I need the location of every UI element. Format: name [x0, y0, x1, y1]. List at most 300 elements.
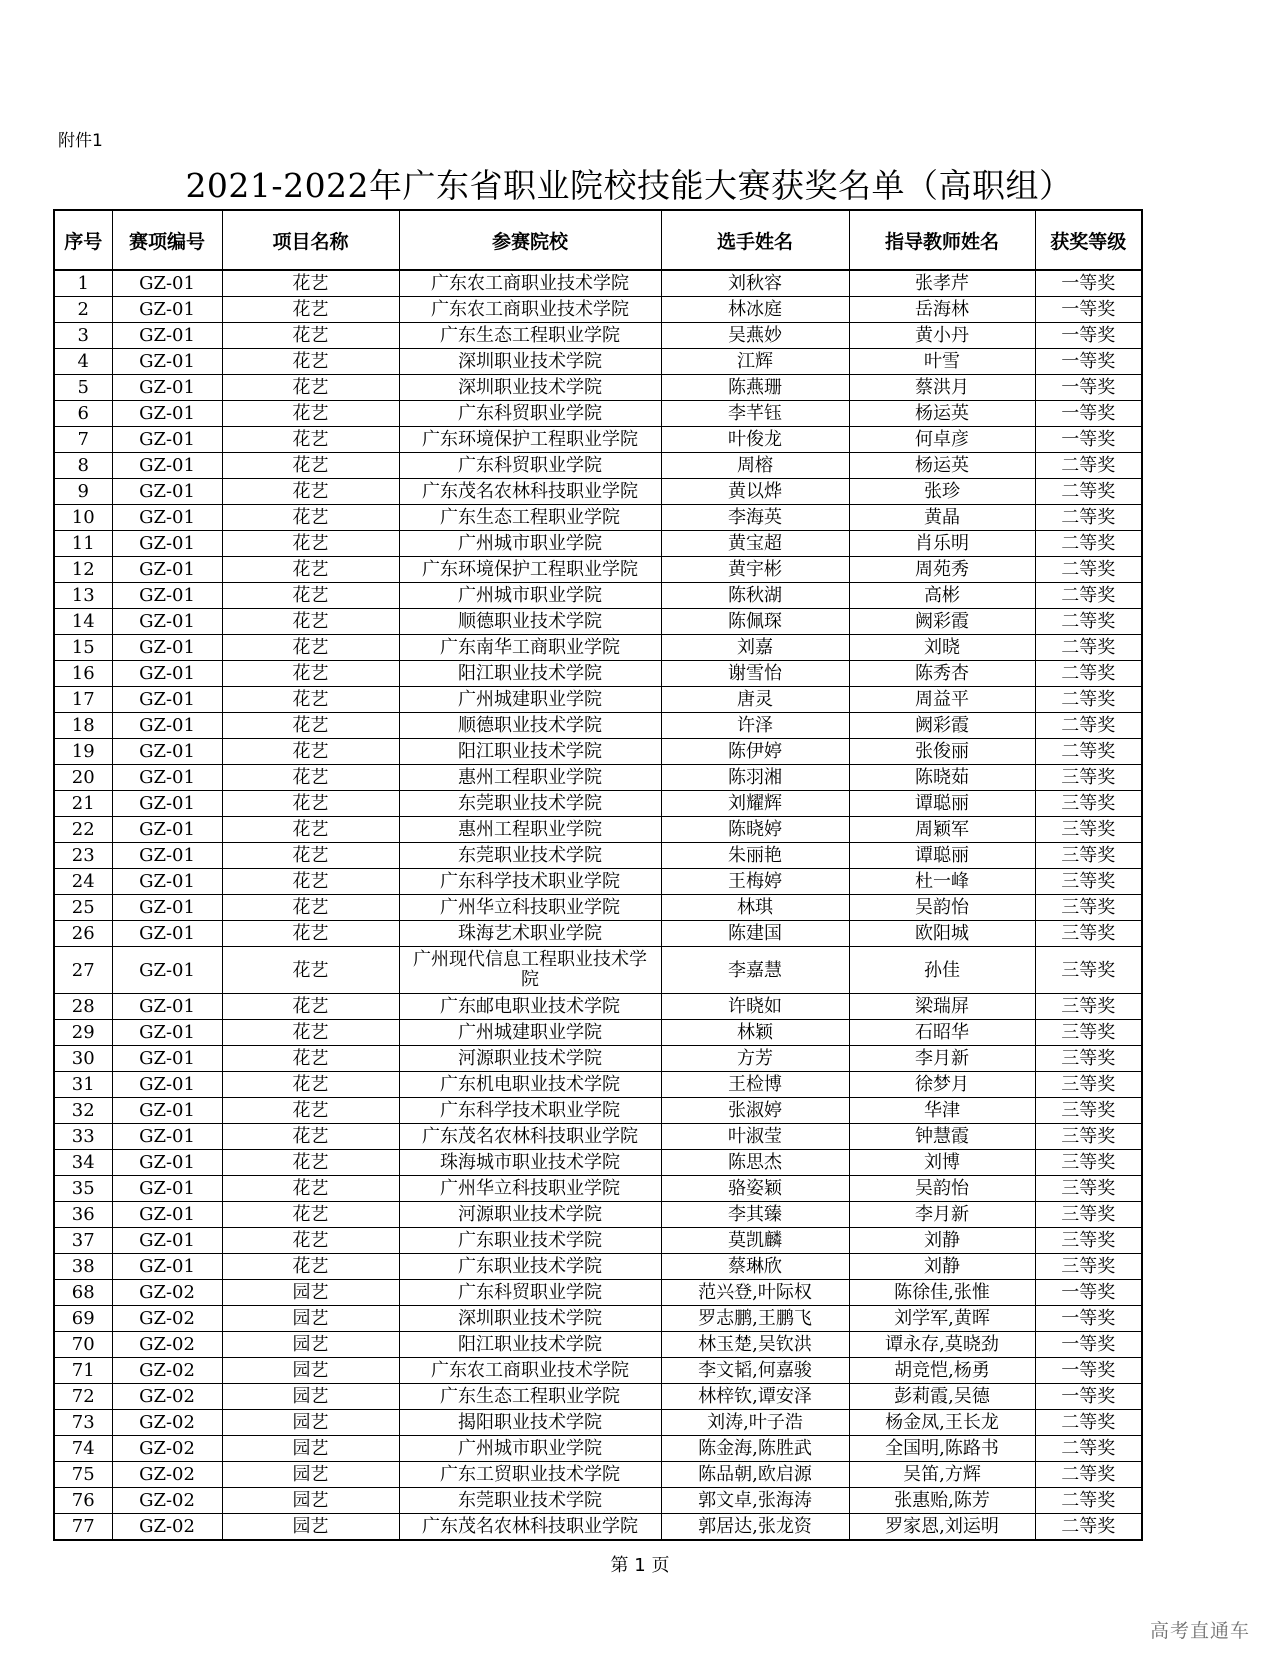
cell-contestant: 陈伊婷: [661, 739, 849, 765]
cell-index: 17: [54, 687, 112, 713]
cell-school: 深圳职业技术学院: [399, 375, 661, 401]
table-body: [54, 270, 1142, 1540]
cell-teacher: 周苑秀: [849, 557, 1035, 583]
cell-school: 广东茂名农林科技职业学院: [399, 1514, 661, 1541]
cell-contestant: 郭居达,张龙资: [661, 1514, 849, 1541]
cell-index: 37: [54, 1228, 112, 1254]
cell-award: 二等奖: [1035, 635, 1142, 661]
cell-teacher: 周颖军: [849, 817, 1035, 843]
cell-contestant: 骆姿颖: [661, 1176, 849, 1202]
cell-index: 76: [54, 1488, 112, 1514]
cell-contestant: 林颖: [661, 1020, 849, 1046]
attachment-label: 附件1: [58, 131, 103, 151]
cell-teacher: 陈晓茹: [849, 765, 1035, 791]
page-title: 2021-2022年广东省职业院校技能大赛获奖名单（高职组）: [185, 166, 1073, 205]
cell-event-code: GZ-02: [112, 1410, 222, 1436]
cell-award: 一等奖: [1035, 297, 1142, 323]
cell-award: 二等奖: [1035, 505, 1142, 531]
cell-index: 24: [54, 869, 112, 895]
cell-project: 花艺: [222, 994, 399, 1020]
cell-school: 广州城建职业学院: [399, 1020, 661, 1046]
cell-project: 花艺: [222, 1046, 399, 1072]
cell-project: 花艺: [222, 270, 399, 297]
awards-table: [53, 209, 1143, 1541]
cell-event-code: GZ-02: [112, 1462, 222, 1488]
cell-teacher: 肖乐明: [849, 531, 1035, 557]
cell-award: 二等奖: [1035, 1514, 1142, 1541]
cell-teacher: 吴笛,方辉: [849, 1462, 1035, 1488]
cell-index: 11: [54, 531, 112, 557]
cell-award: 二等奖: [1035, 713, 1142, 739]
cell-event-code: GZ-01: [112, 635, 222, 661]
cell-index: 75: [54, 1462, 112, 1488]
cell-teacher: 罗家恩,刘运明: [849, 1514, 1035, 1541]
cell-project: 花艺: [222, 687, 399, 713]
cell-school: 广东科学技术职业学院: [399, 869, 661, 895]
cell-index: 73: [54, 1410, 112, 1436]
cell-index: 15: [54, 635, 112, 661]
cell-event-code: GZ-01: [112, 817, 222, 843]
cell-contestant: 陈品朝,欧启源: [661, 1462, 849, 1488]
cell-index: 35: [54, 1176, 112, 1202]
cell-award: 三等奖: [1035, 1020, 1142, 1046]
cell-index: 7: [54, 427, 112, 453]
cell-contestant: 李海英: [661, 505, 849, 531]
cell-contestant: 许泽: [661, 713, 849, 739]
cell-school: 阳江职业技术学院: [399, 1332, 661, 1358]
table-row: [54, 375, 1142, 401]
cell-event-code: GZ-01: [112, 713, 222, 739]
cell-contestant: 莫凯麟: [661, 1228, 849, 1254]
cell-project: 园艺: [222, 1514, 399, 1541]
cell-contestant: 范兴登,叶际权: [661, 1280, 849, 1306]
cell-event-code: GZ-01: [112, 869, 222, 895]
cell-school: 广东科贸职业学院: [399, 1280, 661, 1306]
cell-event-code: GZ-01: [112, 270, 222, 297]
cell-contestant: 林琪: [661, 895, 849, 921]
cell-index: 21: [54, 791, 112, 817]
cell-school: 广东南华工商职业学院: [399, 635, 661, 661]
cell-index: 30: [54, 1046, 112, 1072]
cell-event-code: GZ-01: [112, 765, 222, 791]
cell-contestant: 叶俊龙: [661, 427, 849, 453]
cell-award: 二等奖: [1035, 1488, 1142, 1514]
cell-award: 一等奖: [1035, 1358, 1142, 1384]
cell-teacher: 高彬: [849, 583, 1035, 609]
cell-index: 18: [54, 713, 112, 739]
cell-event-code: GZ-01: [112, 1098, 222, 1124]
cell-teacher: 李月新: [849, 1046, 1035, 1072]
cell-teacher: 刘晓: [849, 635, 1035, 661]
table-row: [54, 557, 1142, 583]
cell-school: 广州华立科技职业学院: [399, 895, 661, 921]
cell-project: 花艺: [222, 609, 399, 635]
cell-index: 36: [54, 1202, 112, 1228]
cell-project: 花艺: [222, 479, 399, 505]
cell-school: 广州城市职业学院: [399, 531, 661, 557]
cell-index: 16: [54, 661, 112, 687]
cell-event-code: GZ-02: [112, 1488, 222, 1514]
cell-project: 花艺: [222, 583, 399, 609]
cell-contestant: 陈思杰: [661, 1150, 849, 1176]
table-row: [54, 479, 1142, 505]
cell-index: 19: [54, 739, 112, 765]
cell-school: 广东茂名农林科技职业学院: [399, 479, 661, 505]
cell-contestant: 陈佩琛: [661, 609, 849, 635]
cell-award: 三等奖: [1035, 1150, 1142, 1176]
cell-school: 东莞职业技术学院: [399, 791, 661, 817]
col-header-award: 获奖等级: [1035, 210, 1142, 270]
cell-teacher: 谭永存,莫晓劲: [849, 1332, 1035, 1358]
table-row: [54, 1514, 1142, 1541]
cell-contestant: 王梅婷: [661, 869, 849, 895]
cell-teacher: 谭聪丽: [849, 791, 1035, 817]
col-header-teacher: 指导教师姓名: [849, 210, 1035, 270]
cell-contestant: 李嘉慧: [661, 947, 849, 994]
table-row: [54, 270, 1142, 297]
cell-event-code: GZ-02: [112, 1514, 222, 1541]
table-row: [54, 994, 1142, 1020]
cell-school: 广东生态工程职业学院: [399, 323, 661, 349]
cell-project: 花艺: [222, 635, 399, 661]
cell-index: 13: [54, 583, 112, 609]
cell-school: 广东科贸职业学院: [399, 401, 661, 427]
cell-teacher: 谭聪丽: [849, 843, 1035, 869]
cell-award: 三等奖: [1035, 817, 1142, 843]
cell-project: 花艺: [222, 791, 399, 817]
cell-teacher: 孙佳: [849, 947, 1035, 994]
cell-contestant: 李文韬,何嘉骏: [661, 1358, 849, 1384]
cell-contestant: 陈晓婷: [661, 817, 849, 843]
cell-teacher: 阙彩霞: [849, 713, 1035, 739]
cell-teacher: 梁瑞屏: [849, 994, 1035, 1020]
cell-index: 33: [54, 1124, 112, 1150]
cell-project: 花艺: [222, 557, 399, 583]
cell-contestant: 刘秋容: [661, 270, 849, 297]
cell-school: 广东工贸职业技术学院: [399, 1462, 661, 1488]
table-row: [54, 1358, 1142, 1384]
cell-school: 河源职业技术学院: [399, 1202, 661, 1228]
cell-award: 三等奖: [1035, 921, 1142, 947]
cell-event-code: GZ-01: [112, 1176, 222, 1202]
cell-project: 花艺: [222, 661, 399, 687]
cell-project: 花艺: [222, 375, 399, 401]
cell-teacher: 钟慧霞: [849, 1124, 1035, 1150]
cell-event-code: GZ-02: [112, 1384, 222, 1410]
cell-award: 二等奖: [1035, 1462, 1142, 1488]
cell-teacher: 陈徐佳,张惟: [849, 1280, 1035, 1306]
col-header-index: 序号: [54, 210, 112, 270]
cell-event-code: GZ-02: [112, 1436, 222, 1462]
cell-school: 广东生态工程职业学院: [399, 1384, 661, 1410]
table-row: [54, 1098, 1142, 1124]
table-row: [54, 1228, 1142, 1254]
cell-award: 三等奖: [1035, 895, 1142, 921]
cell-teacher: 张俊丽: [849, 739, 1035, 765]
table-row: [54, 791, 1142, 817]
cell-school: 阳江职业技术学院: [399, 739, 661, 765]
cell-school: 顺德职业技术学院: [399, 609, 661, 635]
cell-event-code: GZ-01: [112, 609, 222, 635]
cell-index: 68: [54, 1280, 112, 1306]
table-row: [54, 1254, 1142, 1280]
cell-teacher: 杨金凤,王长龙: [849, 1410, 1035, 1436]
cell-award: 三等奖: [1035, 994, 1142, 1020]
cell-event-code: GZ-01: [112, 349, 222, 375]
cell-project: 花艺: [222, 427, 399, 453]
cell-event-code: GZ-01: [112, 739, 222, 765]
cell-teacher: 杜一峰: [849, 869, 1035, 895]
cell-index: 5: [54, 375, 112, 401]
cell-project: 花艺: [222, 817, 399, 843]
cell-contestant: 江辉: [661, 349, 849, 375]
cell-event-code: GZ-01: [112, 505, 222, 531]
cell-teacher: 岳海林: [849, 297, 1035, 323]
table-row: [54, 1306, 1142, 1332]
cell-award: 三等奖: [1035, 765, 1142, 791]
cell-event-code: GZ-02: [112, 1280, 222, 1306]
cell-school: 东莞职业技术学院: [399, 843, 661, 869]
cell-teacher: 黄晶: [849, 505, 1035, 531]
cell-award: 二等奖: [1035, 661, 1142, 687]
table-row: [54, 1280, 1142, 1306]
cell-school: 广东科学技术职业学院: [399, 1098, 661, 1124]
cell-teacher: 吴韵怡: [849, 895, 1035, 921]
cell-school: 广东生态工程职业学院: [399, 505, 661, 531]
cell-event-code: GZ-01: [112, 375, 222, 401]
cell-event-code: GZ-01: [112, 531, 222, 557]
cell-school: 东莞职业技术学院: [399, 1488, 661, 1514]
cell-project: 花艺: [222, 453, 399, 479]
cell-teacher: 欧阳城: [849, 921, 1035, 947]
cell-index: 23: [54, 843, 112, 869]
table-row: [54, 453, 1142, 479]
cell-school: 广东职业技术学院: [399, 1254, 661, 1280]
cell-award: 三等奖: [1035, 1254, 1142, 1280]
cell-teacher: 蔡洪月: [849, 375, 1035, 401]
cell-contestant: 黄以烨: [661, 479, 849, 505]
cell-school: 广东科贸职业学院: [399, 453, 661, 479]
cell-index: 6: [54, 401, 112, 427]
cell-project: 花艺: [222, 1202, 399, 1228]
table-row: [54, 635, 1142, 661]
cell-project: 花艺: [222, 505, 399, 531]
cell-index: 20: [54, 765, 112, 791]
cell-contestant: 刘耀辉: [661, 791, 849, 817]
cell-award: 三等奖: [1035, 1124, 1142, 1150]
cell-project: 花艺: [222, 1124, 399, 1150]
cell-index: 22: [54, 817, 112, 843]
cell-project: 花艺: [222, 843, 399, 869]
col-header-contestant: 选手姓名: [661, 210, 849, 270]
cell-event-code: GZ-01: [112, 1202, 222, 1228]
cell-contestant: 方芳: [661, 1046, 849, 1072]
cell-award: 二等奖: [1035, 1410, 1142, 1436]
cell-event-code: GZ-01: [112, 479, 222, 505]
cell-teacher: 刘静: [849, 1228, 1035, 1254]
cell-teacher: 阙彩霞: [849, 609, 1035, 635]
cell-school: 广东茂名农林科技职业学院: [399, 1124, 661, 1150]
cell-project: 花艺: [222, 895, 399, 921]
cell-contestant: 陈秋湖: [661, 583, 849, 609]
cell-teacher: 张孝芹: [849, 270, 1035, 297]
cell-event-code: GZ-01: [112, 1124, 222, 1150]
cell-event-code: GZ-01: [112, 687, 222, 713]
cell-index: 69: [54, 1306, 112, 1332]
cell-project: 园艺: [222, 1410, 399, 1436]
col-header-project: 项目名称: [222, 210, 399, 270]
cell-event-code: GZ-01: [112, 401, 222, 427]
cell-index: 70: [54, 1332, 112, 1358]
cell-contestant: 黄宇彬: [661, 557, 849, 583]
cell-project: 花艺: [222, 401, 399, 427]
cell-school: 广东机电职业技术学院: [399, 1072, 661, 1098]
cell-event-code: GZ-01: [112, 323, 222, 349]
cell-event-code: GZ-01: [112, 1254, 222, 1280]
cell-teacher: 刘学军,黄晖: [849, 1306, 1035, 1332]
table-row: [54, 401, 1142, 427]
cell-teacher: 周益平: [849, 687, 1035, 713]
cell-award: 一等奖: [1035, 1280, 1142, 1306]
table-row: [54, 713, 1142, 739]
cell-contestant: 陈建国: [661, 921, 849, 947]
cell-contestant: 郭文卓,张海涛: [661, 1488, 849, 1514]
table-row: [54, 843, 1142, 869]
cell-contestant: 陈羽湘: [661, 765, 849, 791]
table-row: [54, 869, 1142, 895]
cell-index: 12: [54, 557, 112, 583]
cell-index: 9: [54, 479, 112, 505]
cell-contestant: 周榕: [661, 453, 849, 479]
cell-project: 花艺: [222, 947, 399, 994]
cell-index: 10: [54, 505, 112, 531]
cell-teacher: 刘静: [849, 1254, 1035, 1280]
cell-teacher: 徐梦月: [849, 1072, 1035, 1098]
cell-index: 71: [54, 1358, 112, 1384]
cell-award: 三等奖: [1035, 1228, 1142, 1254]
cell-contestant: 刘涛,叶子浩: [661, 1410, 849, 1436]
cell-event-code: GZ-01: [112, 661, 222, 687]
cell-event-code: GZ-01: [112, 947, 222, 994]
cell-contestant: 叶淑莹: [661, 1124, 849, 1150]
cell-award: 三等奖: [1035, 791, 1142, 817]
cell-contestant: 陈燕珊: [661, 375, 849, 401]
cell-index: 25: [54, 895, 112, 921]
cell-award: 二等奖: [1035, 531, 1142, 557]
table-row: [54, 505, 1142, 531]
cell-event-code: GZ-01: [112, 427, 222, 453]
table-row: [54, 1176, 1142, 1202]
cell-teacher: 何卓彦: [849, 427, 1035, 453]
cell-teacher: 石昭华: [849, 1020, 1035, 1046]
table-row: [54, 1436, 1142, 1462]
cell-event-code: GZ-01: [112, 1150, 222, 1176]
cell-school: 广东农工商职业技术学院: [399, 1358, 661, 1384]
cell-school: 广东环境保护工程职业学院: [399, 557, 661, 583]
cell-project: 园艺: [222, 1488, 399, 1514]
cell-contestant: 王检博: [661, 1072, 849, 1098]
cell-contestant: 黄宝超: [661, 531, 849, 557]
cell-award: 二等奖: [1035, 479, 1142, 505]
table-row: [54, 1150, 1142, 1176]
cell-index: 8: [54, 453, 112, 479]
cell-project: 园艺: [222, 1384, 399, 1410]
cell-contestant: 林冰庭: [661, 297, 849, 323]
cell-index: 38: [54, 1254, 112, 1280]
cell-teacher: 杨运英: [849, 401, 1035, 427]
page-number: 第 1 页: [610, 1555, 670, 1576]
cell-index: 77: [54, 1514, 112, 1541]
cell-index: 74: [54, 1436, 112, 1462]
cell-school: 广州华立科技职业学院: [399, 1176, 661, 1202]
cell-project: 花艺: [222, 713, 399, 739]
table-row: [54, 1384, 1142, 1410]
cell-project: 花艺: [222, 1228, 399, 1254]
cell-index: 28: [54, 994, 112, 1020]
cell-award: 一等奖: [1035, 349, 1142, 375]
table-row: [54, 323, 1142, 349]
cell-event-code: GZ-01: [112, 843, 222, 869]
cell-index: 1: [54, 270, 112, 297]
cell-teacher: 华津: [849, 1098, 1035, 1124]
cell-project: 花艺: [222, 1098, 399, 1124]
cell-project: 花艺: [222, 765, 399, 791]
cell-teacher: 黄小丹: [849, 323, 1035, 349]
cell-contestant: 林玉楚,吴钦洪: [661, 1332, 849, 1358]
cell-teacher: 李月新: [849, 1202, 1035, 1228]
col-header-school: 参赛院校: [399, 210, 661, 270]
cell-index: 2: [54, 297, 112, 323]
cell-school: 广州现代信息工程职业技术学院: [399, 947, 661, 994]
cell-event-code: GZ-01: [112, 1020, 222, 1046]
cell-teacher: 全国明,陈路书: [849, 1436, 1035, 1462]
cell-project: 园艺: [222, 1358, 399, 1384]
cell-teacher: 陈秀杏: [849, 661, 1035, 687]
cell-award: 一等奖: [1035, 1384, 1142, 1410]
cell-award: 三等奖: [1035, 1202, 1142, 1228]
cell-teacher: 彭莉霞,吴德: [849, 1384, 1035, 1410]
cell-school: 广州城市职业学院: [399, 1436, 661, 1462]
cell-project: 花艺: [222, 297, 399, 323]
cell-school: 广东职业技术学院: [399, 1228, 661, 1254]
table-row: [54, 297, 1142, 323]
cell-index: 14: [54, 609, 112, 635]
table-header-row: [54, 210, 1142, 270]
cell-award: 二等奖: [1035, 1436, 1142, 1462]
table-row: [54, 1046, 1142, 1072]
cell-award: 二等奖: [1035, 583, 1142, 609]
cell-school: 广州城市职业学院: [399, 583, 661, 609]
cell-award: 二等奖: [1035, 453, 1142, 479]
cell-school: 惠州工程职业学院: [399, 817, 661, 843]
table-row: [54, 427, 1142, 453]
cell-contestant: 吴燕妙: [661, 323, 849, 349]
cell-event-code: GZ-01: [112, 791, 222, 817]
cell-project: 花艺: [222, 1176, 399, 1202]
table-row: [54, 1410, 1142, 1436]
watermark: 高考直通车: [1149, 1620, 1250, 1642]
cell-school: 顺德职业技术学院: [399, 713, 661, 739]
table-row: [54, 921, 1142, 947]
cell-event-code: GZ-01: [112, 297, 222, 323]
cell-event-code: GZ-02: [112, 1332, 222, 1358]
cell-school: 广州城建职业学院: [399, 687, 661, 713]
cell-project: 园艺: [222, 1462, 399, 1488]
table-row: [54, 1020, 1142, 1046]
cell-event-code: GZ-01: [112, 1072, 222, 1098]
cell-school: 珠海艺术职业学院: [399, 921, 661, 947]
cell-event-code: GZ-02: [112, 1358, 222, 1384]
